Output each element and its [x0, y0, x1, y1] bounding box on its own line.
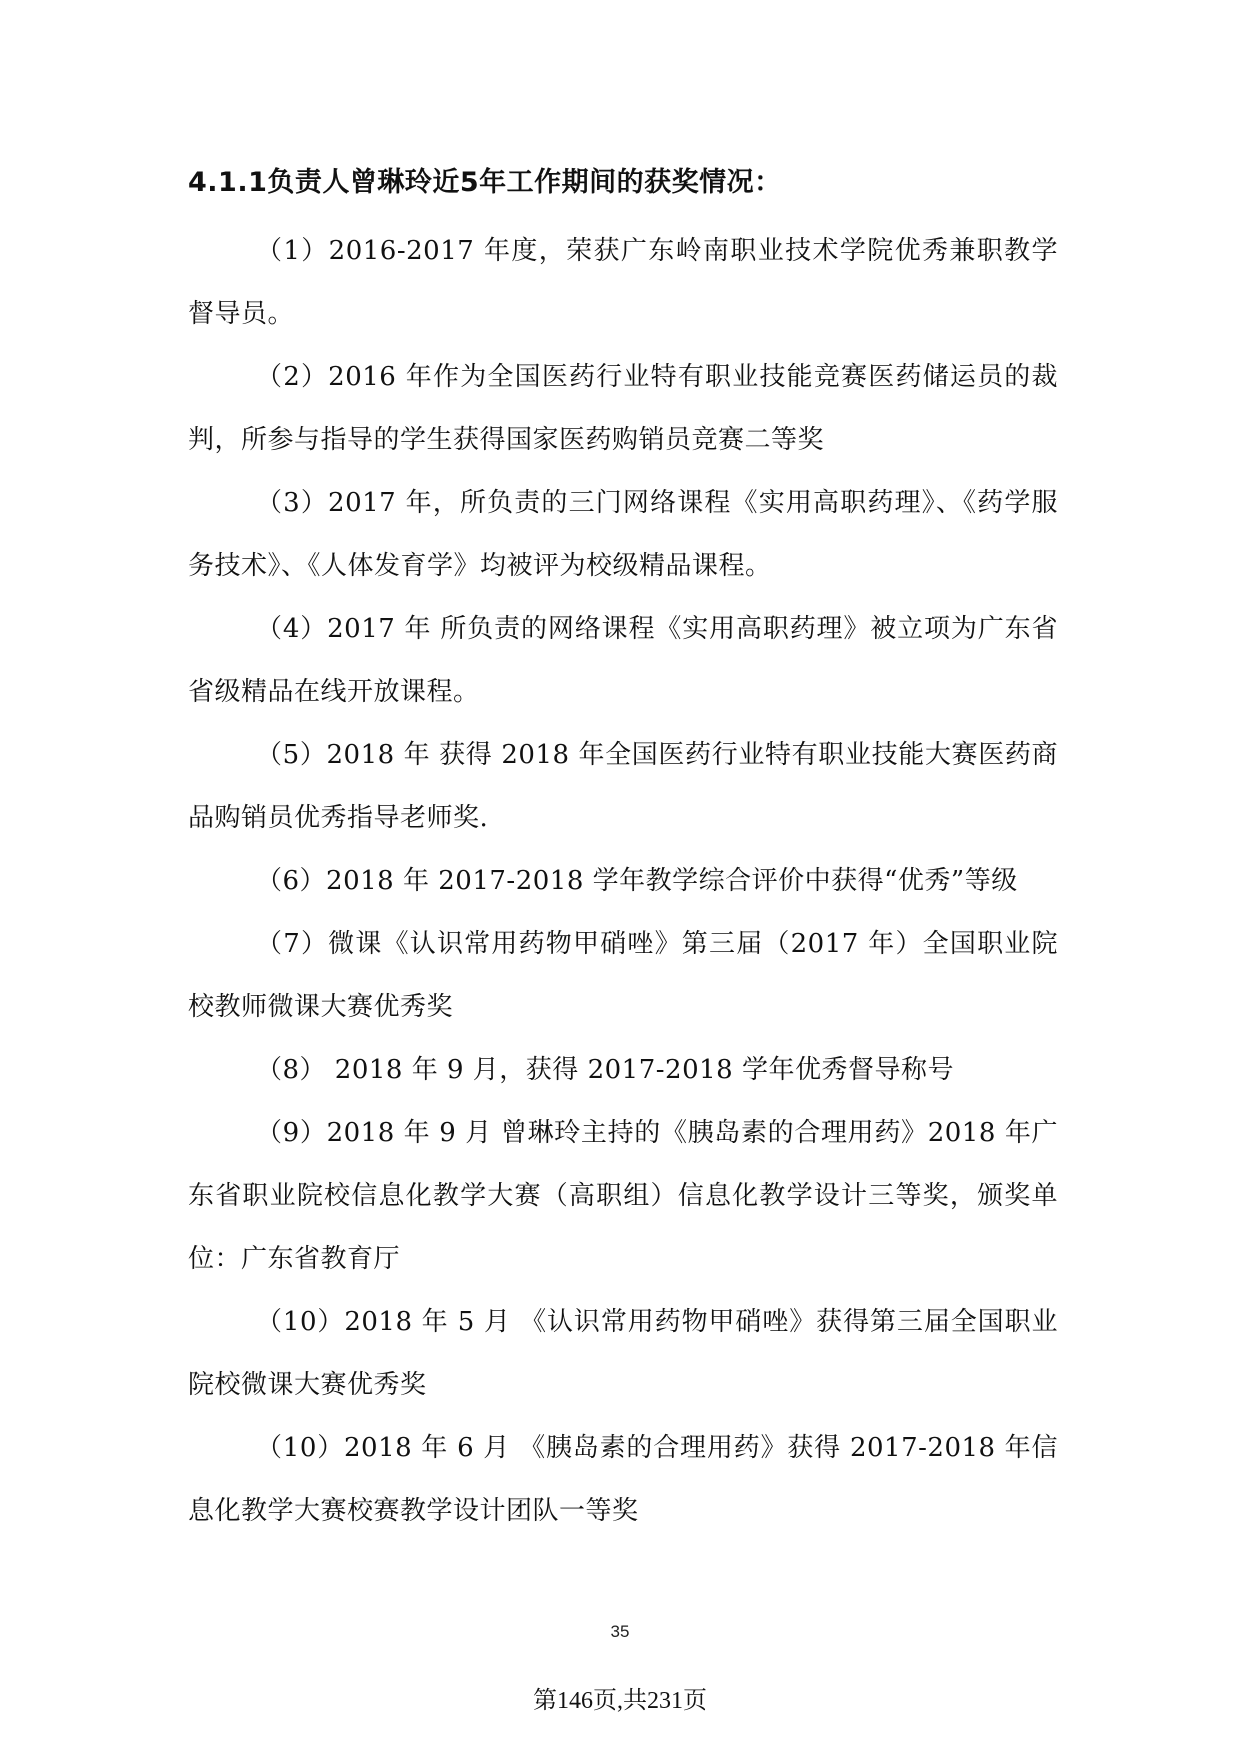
award-item-2: （2）2016 年作为全国医药行业特有职业技能竞赛医药储运员的裁判，所参与指导的学生获得国家医药购销员竞赛二等奖: [188, 362, 1058, 455]
document-body: [188, 160, 1058, 1543]
page-number: 35: [610, 1622, 630, 1641]
award-item-5: （5）2018 年 获得 2018 年全国医药行业特有职业技能大赛医药商品购销员优秀指导老师奖.: [188, 740, 1058, 833]
award-item-8: （8） 2018 年 9 月，获得 2017-2018 学年优秀督导称号: [256, 1055, 954, 1085]
award-item-11: （10）2018 年 6 月 《胰岛素的合理用药》获得 2017-2018 年信息化教学大赛校赛教学设计团队一等奖: [188, 1433, 1058, 1526]
award-item-10: （10）2018 年 5 月 《认识常用药物甲硝唑》获得第三届全国职业院校微课大赛优秀奖: [188, 1307, 1058, 1400]
award-item-7: （7）微课《认识常用药物甲硝唑》第三届（2017 年）全国职业院校教师微课大赛优秀奖: [188, 929, 1058, 1022]
page-footer: 第146页,共231页: [533, 1688, 707, 1714]
award-item-3: （3）2017 年，所负责的三门网络课程《实用高职药理》、《药学服务技术》、《人体发育学》均被评为校级精品课程。: [188, 488, 1058, 581]
award-item-9: （9）2018 年 9 月 曾琳玲主持的《胰岛素的合理用药》2018 年广东省职业院校信息化教学大赛（高职组）信息化教学设计三等奖，颁奖单位：广东省教育厅: [188, 1118, 1058, 1274]
award-item-6: （6）2018 年 2017-2018 学年教学综合评价中获得“优秀”等级: [256, 866, 1018, 896]
award-item-1: （1）2016-2017 年度，荣获广东岭南职业技术学院优秀兼职教学督导员。: [188, 236, 1058, 329]
award-item-4: （4）2017 年 所负责的网络课程《实用高职药理》被立项为广东省省级精品在线开放课程。: [188, 614, 1058, 707]
section-heading: 4.1.1负责人曾琳玲近5年工作期间的获奖情况：: [188, 167, 782, 198]
